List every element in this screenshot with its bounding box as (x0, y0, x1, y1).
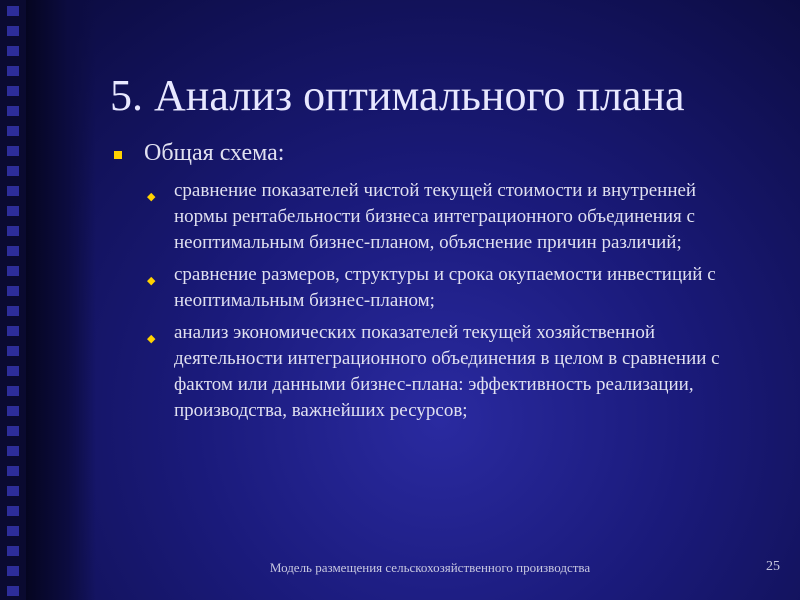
film-hole (7, 6, 19, 16)
film-strip-decoration (0, 0, 26, 600)
square-bullet-icon (114, 151, 122, 159)
film-hole (7, 446, 19, 456)
film-hole (7, 106, 19, 116)
film-hole (7, 586, 19, 596)
film-hole (7, 406, 19, 416)
list-item-text: анализ экономических показателей текущей хозяйственной деятельности интеграционного объединения в целом в сравнении с фактом или данными бизнес-плана: эффективность реализации, производства, важнейших ресурсов; (174, 322, 720, 421)
left-dark-band (26, 0, 96, 600)
film-hole (7, 386, 19, 396)
film-hole (7, 266, 19, 276)
slide-title: 5. Анализ оптимального плана (110, 71, 685, 120)
film-hole (7, 26, 19, 36)
diamond-bullet-icon: ◆ (147, 333, 156, 345)
film-hole (7, 366, 19, 376)
film-hole (7, 206, 19, 216)
film-hole (7, 306, 19, 316)
film-hole (7, 126, 19, 136)
film-hole (7, 526, 19, 536)
list-item (110, 320, 750, 424)
page-number: 25 (766, 559, 780, 574)
film-hole (7, 506, 19, 516)
slide-footer: Модель размещения сельскохозяйственного производства (269, 560, 591, 575)
heading-text: Общая схема: (144, 140, 285, 166)
diamond-bullet-icon: ◆ (147, 275, 156, 287)
list-item (110, 262, 750, 314)
film-hole (7, 46, 19, 56)
list-item (110, 178, 750, 256)
film-hole (7, 146, 19, 156)
film-hole (7, 466, 19, 476)
film-hole (7, 286, 19, 296)
film-hole (7, 546, 19, 556)
diamond-bullet-icon: ◆ (147, 191, 156, 203)
bullet-heading (110, 138, 750, 168)
film-hole (7, 426, 19, 436)
film-hole (7, 66, 19, 76)
list-item-text: сравнение показателей чистой текущей стоимости и внутренней нормы рентабельности бизнеса интеграционного объединения с неоптимальным бизнес-планом, объяснение причин различий; (174, 180, 697, 253)
slide-content (110, 138, 750, 430)
film-hole (7, 166, 19, 176)
film-hole (7, 86, 19, 96)
film-hole (7, 246, 19, 256)
film-hole (7, 226, 19, 236)
film-hole (7, 346, 19, 356)
film-hole (7, 326, 19, 336)
film-hole (7, 566, 19, 576)
film-hole (7, 486, 19, 496)
film-hole (7, 186, 19, 196)
list-item-text: сравнение размеров, структуры и срока окупаемости инвестиций с неоптимальным бизнес-планом; (174, 264, 716, 311)
